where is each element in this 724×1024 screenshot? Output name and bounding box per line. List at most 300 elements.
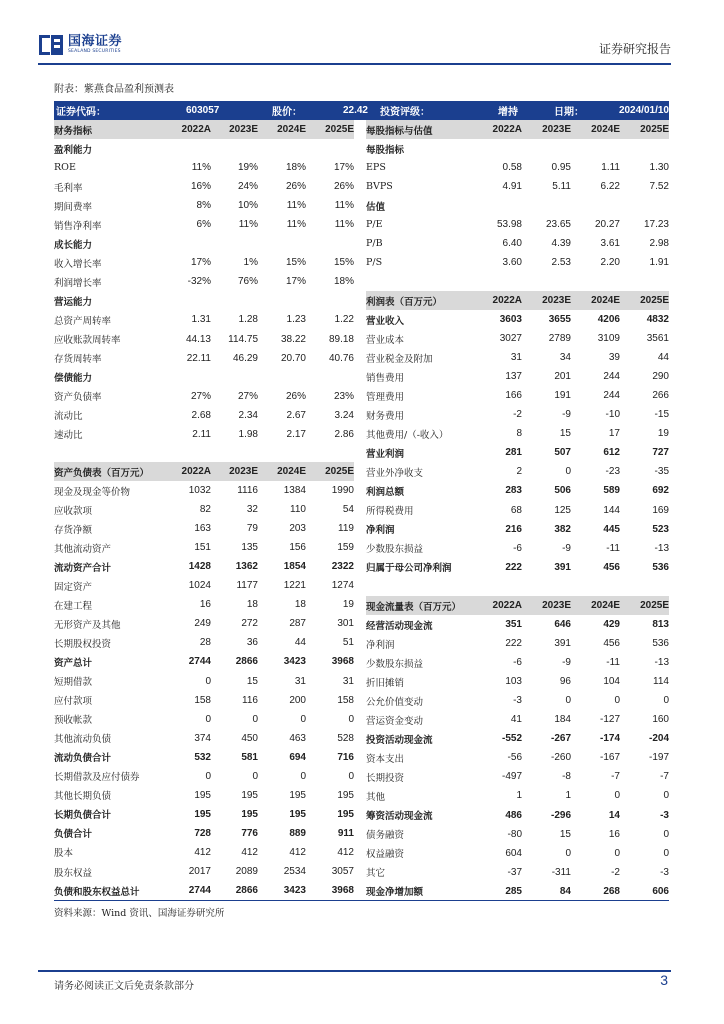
- row-label: 速动比: [54, 430, 83, 442]
- section-row: [54, 139, 354, 158]
- section-row: [54, 234, 354, 253]
- row-value: 3968: [331, 885, 354, 897]
- row-label: 权益融资: [366, 849, 405, 861]
- row-value: -9: [562, 657, 571, 669]
- row-value: 450: [241, 732, 258, 744]
- row-label: 存货周转率: [54, 354, 102, 366]
- row-value: 0: [614, 847, 620, 859]
- row-label: 营业税金及附加: [366, 353, 433, 365]
- row-label: 无形资产及其他: [54, 619, 121, 631]
- section-row: [366, 196, 669, 215]
- row-value: 44: [657, 352, 669, 364]
- row-label: 少数股东损益: [366, 544, 424, 556]
- row-value: 0: [252, 770, 258, 782]
- row-value: 4832: [646, 314, 669, 326]
- table-header-row: [54, 462, 354, 481]
- row-value: 135: [241, 542, 258, 554]
- per-share-valuation-table: [366, 120, 669, 291]
- row-value: -3: [660, 809, 669, 821]
- table-row: [54, 824, 354, 843]
- header-year: 2024E: [591, 600, 620, 612]
- row-value: 8: [516, 428, 522, 440]
- row-value: 26%: [285, 181, 306, 193]
- row-value: 11%: [286, 200, 306, 212]
- row-value: 1%: [243, 257, 258, 269]
- row-label: 归属于母公司净利润: [366, 563, 452, 575]
- row-label: 收入增长率: [54, 258, 102, 270]
- row-value: -197: [648, 752, 669, 764]
- row-value: 536: [652, 561, 669, 573]
- row-label: 营运能力: [54, 296, 93, 308]
- row-value: 144: [603, 504, 620, 516]
- row-value: 79: [246, 523, 258, 535]
- section-row: [366, 139, 669, 158]
- row-value: 19: [342, 599, 354, 611]
- row-value: 2089: [235, 866, 258, 877]
- row-label: 成长能力: [54, 239, 93, 251]
- section-row: [54, 368, 354, 387]
- row-value: -167: [599, 752, 620, 764]
- table-row: [366, 253, 669, 272]
- row-value: 0: [565, 847, 571, 859]
- row-value: 2017: [188, 866, 211, 877]
- row-value: -7: [660, 771, 669, 783]
- row-value: -7: [611, 771, 620, 783]
- row-label: 在建工程: [54, 600, 93, 612]
- table-row: [366, 520, 669, 539]
- row-label: 销售净利率: [54, 220, 102, 232]
- row-value: 2.86: [334, 428, 354, 440]
- table-row: [366, 863, 669, 882]
- row-value: 351: [505, 619, 522, 631]
- row-value: 0: [300, 713, 306, 725]
- table-row: [54, 576, 354, 595]
- row-value: 507: [554, 447, 571, 459]
- table-row: [366, 577, 669, 596]
- footer-divider: [38, 970, 671, 972]
- header-year: 2025E: [325, 466, 354, 478]
- row-label: 投资活动现金流: [366, 734, 433, 746]
- row-label: P/S: [366, 257, 383, 269]
- row-value: -32%: [187, 276, 211, 288]
- row-value: 0.58: [502, 162, 522, 174]
- row-value: 0: [348, 770, 354, 782]
- row-value: 2.67: [286, 409, 306, 421]
- table-row: [366, 367, 669, 386]
- table-row: [54, 215, 354, 234]
- row-value: -6: [513, 657, 522, 669]
- row-value: -23: [605, 466, 620, 478]
- row-value: 6%: [196, 219, 211, 231]
- table-row: [54, 672, 354, 691]
- stock-code-value: 603057: [186, 105, 220, 116]
- row-value: 1854: [283, 561, 306, 573]
- row-value: 506: [554, 485, 571, 497]
- row-value: -260: [550, 752, 571, 764]
- row-value: 18%: [333, 276, 354, 288]
- section-row: [54, 291, 354, 310]
- row-label: 流动资产合计: [54, 562, 112, 574]
- header-year: 2024E: [591, 124, 620, 136]
- row-label: 其他流动资产: [54, 543, 112, 555]
- row-value: 0: [614, 790, 620, 802]
- row-label: ROE: [54, 162, 76, 174]
- row-value: 20.70: [280, 352, 306, 364]
- row-value: 612: [603, 447, 620, 459]
- table-row: [54, 406, 354, 425]
- header-year: 2023E: [542, 124, 571, 136]
- row-value: 1428: [188, 561, 211, 573]
- row-value: 31: [342, 675, 354, 687]
- logo-name: 国海证券: [68, 34, 123, 50]
- table-row: [54, 862, 354, 881]
- row-value: 40.76: [328, 352, 354, 364]
- row-label: 负债和股东权益总计: [54, 886, 140, 898]
- row-value: 16%: [190, 181, 211, 193]
- row-value: 20.27: [594, 219, 620, 231]
- row-label: 销售费用: [366, 372, 405, 384]
- row-label: 少数股东损益: [366, 658, 424, 670]
- table-row: [366, 405, 669, 424]
- row-label: P/E: [366, 219, 383, 231]
- row-value: 17%: [190, 257, 211, 269]
- row-value: 39: [608, 352, 620, 364]
- row-value: -9: [562, 409, 571, 421]
- row-label: 净利润: [366, 639, 395, 651]
- row-value: 1.22: [334, 314, 354, 326]
- disclaimer-note: 请务必阅读正文后免责条款部分: [54, 981, 194, 992]
- row-value: -80: [507, 828, 522, 840]
- row-label: 每股指标: [366, 144, 405, 156]
- row-value: 581: [241, 751, 258, 763]
- table-header-row: [366, 291, 669, 310]
- row-value: 1274: [331, 580, 354, 592]
- company-logo: [38, 32, 122, 58]
- row-value: 2.34: [238, 409, 258, 421]
- row-label: 债务融资: [366, 830, 405, 842]
- row-value: 158: [337, 694, 354, 706]
- row-value: 692: [652, 485, 669, 497]
- table-row: [54, 710, 354, 729]
- row-label: EPS: [366, 162, 386, 174]
- row-value: 3423: [283, 656, 306, 668]
- row-value: 11%: [334, 200, 354, 212]
- row-value: 287: [289, 618, 306, 630]
- table-row: [366, 310, 669, 329]
- table-row: [366, 672, 669, 691]
- row-value: 11%: [334, 219, 354, 231]
- row-label: 营业利润: [366, 448, 405, 460]
- row-label: 长期负债合计: [54, 810, 112, 822]
- header-label: 资产负债表（百万元）: [54, 467, 150, 479]
- row-value: 0: [663, 847, 669, 859]
- row-label: 公允价值变动: [366, 696, 424, 708]
- table-row: [54, 843, 354, 862]
- row-value: 3655: [548, 314, 571, 326]
- row-value: 0: [663, 790, 669, 802]
- row-value: 51: [342, 637, 354, 649]
- table-row: [366, 806, 669, 825]
- row-value: 15: [246, 675, 258, 687]
- table-row: [366, 329, 669, 348]
- data-source: 资料来源：Wind 资讯、国海证券研究所: [54, 908, 225, 919]
- row-value: 195: [337, 789, 354, 801]
- row-value: -56: [507, 752, 522, 764]
- row-label: 营运资金变动: [366, 715, 424, 727]
- row-value: 2866: [235, 885, 258, 897]
- header-year: 2025E: [640, 600, 669, 612]
- row-value: 532: [194, 751, 211, 763]
- row-value: 31: [294, 675, 306, 687]
- row-value: 589: [603, 485, 620, 497]
- row-value: 15: [559, 428, 571, 440]
- row-label: 营业外净收支: [366, 467, 424, 479]
- row-value: 1.11: [601, 162, 620, 174]
- row-value: 0: [663, 828, 669, 840]
- row-value: 1: [565, 790, 571, 802]
- row-value: 429: [603, 619, 620, 631]
- row-value: -8: [562, 771, 571, 783]
- row-value: 195: [289, 808, 306, 820]
- row-value: 0: [348, 713, 354, 725]
- header-year: 2025E: [640, 124, 669, 136]
- row-value: 1384: [283, 485, 306, 497]
- header-year: 2022A: [181, 124, 211, 136]
- row-value: 15%: [333, 257, 354, 269]
- table-row: [54, 633, 354, 652]
- row-label: 股东权益: [54, 867, 93, 879]
- row-value: 4.39: [551, 238, 571, 250]
- table-row: [366, 634, 669, 653]
- row-value: 3.61: [600, 238, 620, 250]
- table-row: [54, 786, 354, 805]
- row-value: 445: [603, 523, 620, 535]
- row-value: 222: [505, 561, 522, 573]
- row-value: 203: [289, 523, 306, 535]
- row-value: 528: [337, 732, 354, 744]
- row-label: 折旧摊销: [366, 677, 405, 689]
- row-value: 10%: [237, 200, 258, 212]
- header-year: 2024E: [591, 295, 620, 307]
- row-value: 159: [337, 542, 354, 554]
- header-label: 每股指标与估值: [366, 125, 433, 137]
- row-label: 估值: [366, 201, 386, 213]
- balance-sheet-table: [54, 462, 354, 900]
- row-value: 6.40: [502, 238, 522, 250]
- row-value: 191: [554, 390, 571, 402]
- row-value: 1.28: [238, 314, 258, 326]
- row-value: 222: [505, 638, 522, 650]
- row-value: 3561: [646, 333, 669, 345]
- row-value: 3.60: [502, 257, 522, 269]
- table-row: [54, 767, 354, 786]
- row-value: 76%: [237, 276, 258, 288]
- report-type: 证券研究报告: [598, 42, 671, 56]
- row-value: 456: [603, 638, 620, 650]
- rating-label: 投资评级：: [380, 107, 430, 118]
- income-statement-table: [366, 291, 669, 596]
- row-value: 19%: [237, 162, 258, 174]
- row-value: -552: [501, 733, 522, 745]
- row-label: 其他长期负债: [54, 791, 112, 803]
- row-label: 负债合计: [54, 829, 93, 841]
- row-value: 290: [652, 371, 669, 383]
- row-label: 资产总计: [54, 657, 93, 669]
- row-label: 应付款项: [54, 696, 93, 708]
- row-label: 应收款项: [54, 505, 93, 517]
- row-value: 11%: [191, 162, 211, 174]
- header-year: 2023E: [229, 466, 258, 478]
- row-label: 利润总额: [366, 486, 405, 498]
- table-caption: 附表：紫燕食品盈利预测表: [54, 84, 174, 95]
- row-value: -6: [513, 542, 522, 554]
- row-value: 412: [241, 846, 258, 858]
- row-value: 285: [505, 885, 522, 897]
- table-row: [54, 196, 354, 215]
- row-value: 114: [653, 676, 669, 688]
- row-label: BVPS: [366, 181, 393, 193]
- row-value: 184: [554, 714, 571, 726]
- row-value: 17%: [333, 162, 354, 174]
- row-value: -37: [507, 866, 522, 878]
- row-value: 32: [246, 504, 258, 516]
- row-value: 268: [603, 885, 620, 897]
- financial-ratios-table: [54, 120, 354, 463]
- row-value: 28: [199, 637, 211, 649]
- row-value: 46.29: [232, 352, 258, 364]
- row-value: 0: [205, 713, 211, 725]
- row-value: 727: [652, 447, 669, 459]
- row-value: 156: [289, 542, 306, 554]
- row-value: 158: [194, 694, 211, 706]
- row-value: -497: [501, 771, 522, 783]
- row-value: 151: [194, 542, 211, 554]
- row-value: 1032: [188, 485, 211, 497]
- table-row: [54, 614, 354, 633]
- row-label: 流动比: [54, 411, 83, 423]
- row-value: 3.24: [334, 409, 354, 421]
- table-row: [366, 748, 669, 767]
- row-value: 17: [608, 428, 620, 440]
- row-value: 2789: [548, 333, 571, 345]
- row-value: 1.31: [191, 314, 211, 326]
- row-value: 27%: [237, 390, 258, 402]
- row-value: 2322: [331, 561, 354, 573]
- row-value: 68: [510, 504, 522, 516]
- row-value: -127: [599, 714, 620, 726]
- row-label: 利润增长率: [54, 277, 102, 289]
- row-value: 3057: [331, 866, 354, 877]
- table-row: [54, 349, 354, 368]
- row-label: 现金净增加额: [366, 887, 424, 899]
- row-value: 14: [608, 809, 620, 821]
- table-row: [366, 558, 669, 577]
- row-label: 偿债能力: [54, 373, 93, 385]
- row-value: 1.91: [649, 257, 669, 269]
- row-value: 911: [337, 827, 354, 839]
- row-value: 137: [505, 371, 522, 383]
- row-value: 18: [294, 599, 306, 611]
- row-value: 3603: [499, 314, 522, 326]
- row-value: 169: [652, 504, 669, 516]
- row-value: 716: [337, 751, 354, 763]
- row-label: 净利润: [366, 525, 395, 537]
- row-value: 604: [505, 847, 522, 859]
- row-value: 84: [559, 885, 571, 897]
- row-value: 272: [241, 618, 258, 630]
- table-row: [54, 310, 354, 329]
- table-row: [54, 595, 354, 614]
- row-value: 3109: [597, 333, 620, 345]
- table-row: [54, 330, 354, 349]
- row-value: 54: [342, 504, 354, 516]
- row-value: 11%: [238, 219, 258, 231]
- row-value: 1116: [237, 485, 258, 497]
- table-row: [54, 500, 354, 519]
- row-value: 44: [294, 637, 306, 649]
- row-value: -15: [654, 409, 669, 421]
- row-value: -9: [562, 542, 571, 554]
- table-row: [366, 844, 669, 863]
- row-value: 694: [289, 751, 306, 763]
- row-label: 营业成本: [366, 334, 405, 346]
- row-label: 管理费用: [366, 391, 405, 403]
- table-row: [366, 481, 669, 500]
- row-value: 23.65: [545, 219, 571, 231]
- row-value: 195: [194, 808, 211, 820]
- row-value: 0: [300, 770, 306, 782]
- row-value: 536: [652, 638, 669, 650]
- row-value: -2: [611, 866, 620, 878]
- row-value: 1: [516, 790, 522, 802]
- row-value: 26%: [333, 181, 354, 193]
- row-value: 5.11: [552, 181, 571, 193]
- header-label: 现金流量表（百万元）: [366, 601, 462, 613]
- row-value: 523: [652, 523, 669, 535]
- row-value: 2.11: [192, 428, 211, 440]
- table-row: [366, 501, 669, 520]
- row-value: 374: [194, 732, 211, 744]
- row-value: 2: [516, 466, 522, 478]
- row-label: 资产负债率: [54, 392, 102, 404]
- header-label: 利润表（百万元）: [366, 296, 443, 308]
- row-value: 776: [241, 827, 258, 839]
- table-row: [54, 519, 354, 538]
- row-value: 301: [337, 618, 354, 630]
- row-value: 728: [194, 827, 211, 839]
- table-row: [366, 615, 669, 634]
- row-value: 1024: [188, 580, 211, 592]
- table-row: [54, 805, 354, 824]
- row-value: -10: [605, 409, 620, 421]
- row-value: 82: [199, 504, 211, 516]
- table-row: [54, 425, 354, 444]
- row-value: 606: [652, 885, 669, 897]
- row-value: 195: [194, 789, 211, 801]
- row-label: 总资产周转率: [54, 315, 112, 327]
- header-year: 2022A: [181, 466, 211, 478]
- row-value: 2534: [283, 866, 306, 877]
- row-value: 195: [337, 808, 354, 820]
- row-value: 3027: [499, 333, 522, 345]
- row-value: 412: [289, 846, 306, 858]
- table-row: [366, 424, 669, 443]
- row-label: 长期借款及应付债券: [54, 772, 140, 784]
- row-value: 2.53: [551, 257, 571, 269]
- row-value: 27%: [190, 390, 211, 402]
- table-row: [54, 272, 354, 291]
- row-value: 8%: [196, 200, 211, 212]
